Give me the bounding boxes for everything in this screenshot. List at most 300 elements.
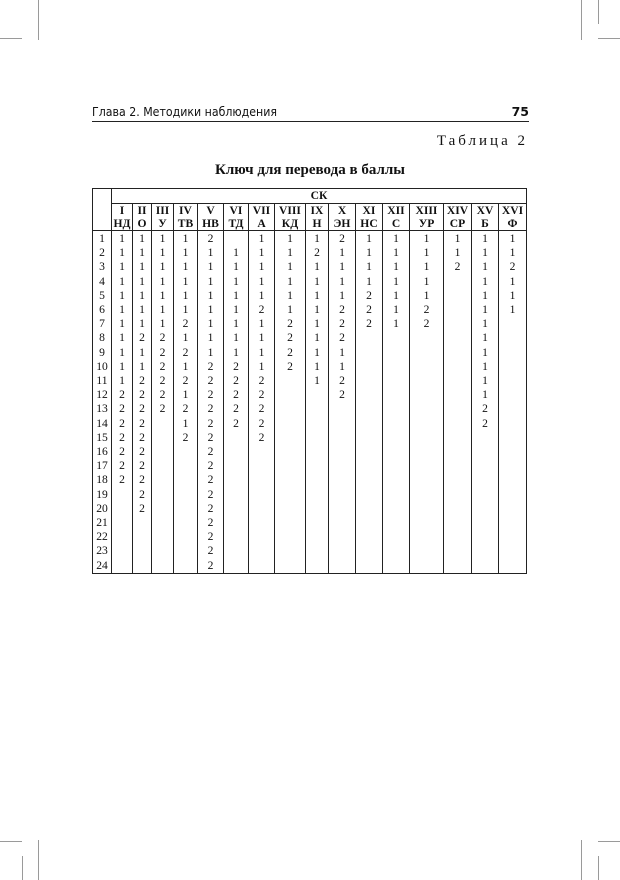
- score-value: [329, 445, 355, 459]
- column-abbreviation: ТД: [228, 217, 244, 230]
- crop-mark: [598, 856, 599, 880]
- score-value: [356, 331, 382, 345]
- score-value: 1: [182, 288, 189, 302]
- score-value: [444, 303, 471, 317]
- score-value: [306, 559, 328, 573]
- score-value: [275, 544, 305, 558]
- score-value: [383, 459, 409, 473]
- score-value: 1: [482, 345, 488, 359]
- crop-mark: [598, 38, 620, 39]
- score-value: 1: [119, 288, 125, 302]
- score-value: [275, 388, 305, 402]
- score-value: 1: [139, 232, 145, 245]
- score-value: [356, 559, 382, 573]
- score-value: [472, 488, 498, 502]
- score-value: [444, 402, 471, 416]
- column-number: XVI: [501, 204, 524, 217]
- score-value: 1: [287, 232, 293, 245]
- score-value: [383, 374, 409, 388]
- score-value: 2: [314, 246, 320, 260]
- score-value: [306, 544, 328, 558]
- score-value: 1: [287, 274, 293, 288]
- score-value: [356, 459, 382, 473]
- score-value: 1: [423, 232, 430, 245]
- score-column: [444, 231, 472, 574]
- score-value: 2: [339, 331, 345, 345]
- score-value: [383, 530, 409, 544]
- score-value: [152, 431, 173, 445]
- score-value: [383, 388, 409, 402]
- score-value: 2: [159, 402, 166, 416]
- score-value: [174, 445, 197, 459]
- score-value: 2: [139, 331, 145, 345]
- score-value: 2: [119, 459, 125, 473]
- column-number: VI: [229, 204, 243, 217]
- score-value: 2: [159, 359, 166, 373]
- score-value: [152, 459, 173, 473]
- score-value: 1: [139, 260, 145, 274]
- column-header: [224, 204, 249, 231]
- score-value: 1: [119, 374, 125, 388]
- column-header-row: [93, 204, 527, 231]
- score-value: [410, 530, 443, 544]
- score-value: [112, 516, 132, 530]
- score-value: 1: [314, 260, 320, 274]
- score-value: [410, 331, 443, 345]
- score-value: [410, 559, 443, 573]
- crop-mark: [38, 840, 39, 880]
- column-header: [306, 204, 329, 231]
- score-value: 1: [258, 317, 265, 331]
- score-value: [306, 388, 328, 402]
- score-column: [112, 231, 133, 574]
- score-value: 2: [139, 487, 145, 501]
- score-value: 2: [233, 359, 239, 373]
- score-value: [152, 502, 173, 516]
- score-value: [499, 559, 526, 573]
- score-value: [444, 516, 471, 530]
- column-number: X: [337, 204, 347, 217]
- score-value: 2: [339, 232, 345, 245]
- score-value: 1: [314, 331, 320, 345]
- score-value: 1: [287, 288, 293, 302]
- score-value: 1: [139, 345, 145, 359]
- score-value: [306, 488, 328, 502]
- score-value: 1: [207, 288, 214, 302]
- score-value: [329, 473, 355, 487]
- score-value: 2: [139, 374, 145, 388]
- score-value: [499, 431, 526, 445]
- score-value: 2: [139, 430, 145, 444]
- crop-mark: [22, 856, 23, 880]
- score-value: 2: [159, 345, 166, 359]
- score-value: [275, 402, 305, 416]
- column-header: [152, 204, 174, 231]
- score-value: [410, 402, 443, 416]
- table-body-row: [93, 231, 527, 574]
- column-header: [249, 204, 275, 231]
- score-value: [472, 559, 498, 573]
- score-key-table: [92, 188, 527, 574]
- column-header: [329, 204, 356, 231]
- crop-mark: [38, 0, 39, 40]
- column-header: [472, 204, 499, 231]
- column-abbreviation: НС: [360, 217, 378, 230]
- score-value: 1: [139, 317, 145, 331]
- score-value: [383, 331, 409, 345]
- score-value: [174, 516, 197, 530]
- score-value: 1: [287, 260, 293, 274]
- crop-mark: [581, 840, 582, 880]
- scale-group-header: СК: [112, 189, 527, 204]
- score-value: 1: [423, 246, 430, 260]
- score-value: 1: [339, 260, 345, 274]
- score-value: [444, 544, 471, 558]
- score-value: 2: [339, 388, 345, 402]
- score-value: 2: [139, 416, 145, 430]
- column-number: IX: [310, 204, 324, 217]
- score-value: 1: [119, 260, 125, 274]
- score-value: [499, 317, 526, 331]
- score-value: [224, 559, 248, 573]
- score-value: 2: [366, 288, 372, 302]
- score-value: 1: [139, 359, 145, 373]
- row-number: 4: [99, 274, 105, 288]
- score-value: 1: [287, 303, 293, 317]
- score-value: 1: [233, 331, 239, 345]
- score-value: [499, 402, 526, 416]
- score-value: [306, 445, 328, 459]
- score-value: 1: [482, 359, 488, 373]
- score-value: 1: [423, 260, 430, 274]
- score-value: [444, 431, 471, 445]
- column-abbreviation: УР: [418, 217, 435, 230]
- score-value: 1: [509, 274, 516, 288]
- score-value: 1: [119, 303, 125, 317]
- score-value: 2: [233, 374, 239, 388]
- score-value: [410, 374, 443, 388]
- score-value: [444, 559, 471, 573]
- score-value: 2: [139, 473, 145, 487]
- score-value: 1: [139, 246, 145, 260]
- score-value: [410, 346, 443, 360]
- score-value: [410, 488, 443, 502]
- score-value: 2: [207, 430, 214, 444]
- score-column: [152, 231, 174, 574]
- score-value: 1: [182, 232, 189, 245]
- score-value: 2: [139, 445, 145, 459]
- score-value: [410, 544, 443, 558]
- score-value: [383, 473, 409, 487]
- column-header: [383, 204, 410, 231]
- score-value: [152, 516, 173, 530]
- column-abbreviation: У: [158, 217, 167, 230]
- score-value: 2: [258, 416, 265, 430]
- score-value: [249, 530, 274, 544]
- score-value: [133, 530, 151, 544]
- score-value: [275, 445, 305, 459]
- score-value: [499, 502, 526, 516]
- score-value: 1: [423, 288, 430, 302]
- column-number: V: [206, 204, 215, 217]
- row-number-column: [93, 231, 112, 574]
- score-value: 1: [159, 260, 166, 274]
- score-value: [112, 530, 132, 544]
- score-value: [383, 346, 409, 360]
- score-value: [306, 473, 328, 487]
- score-value: [275, 431, 305, 445]
- score-value: [329, 488, 355, 502]
- score-value: 1: [182, 260, 189, 274]
- header-divider: [92, 121, 529, 122]
- score-column: [133, 231, 152, 574]
- score-value: 1: [258, 288, 265, 302]
- score-value: 1: [482, 246, 488, 260]
- row-number: 23: [96, 544, 108, 558]
- score-value: 1: [258, 246, 265, 260]
- score-value: [356, 502, 382, 516]
- score-value: 1: [482, 288, 488, 302]
- column-abbreviation: О: [137, 217, 147, 230]
- score-value: 2: [287, 331, 293, 345]
- score-value: 1: [314, 317, 320, 331]
- score-value: [152, 488, 173, 502]
- score-value: [356, 445, 382, 459]
- score-column: [410, 231, 444, 574]
- score-value: [224, 502, 248, 516]
- score-value: 2: [207, 487, 214, 501]
- score-value: [356, 516, 382, 530]
- row-number: 10: [96, 359, 108, 373]
- score-value: [112, 502, 132, 516]
- score-value: [329, 417, 355, 431]
- score-value: [275, 459, 305, 473]
- crop-mark: [581, 0, 582, 40]
- score-value: 2: [119, 388, 125, 402]
- score-value: [499, 530, 526, 544]
- score-value: [112, 488, 132, 502]
- score-value: [472, 431, 498, 445]
- score-value: 2: [366, 303, 372, 317]
- score-value: 2: [233, 388, 239, 402]
- score-column: [472, 231, 499, 574]
- score-value: [499, 459, 526, 473]
- score-value: [329, 544, 355, 558]
- score-value: 1: [258, 232, 265, 245]
- column-number: XIII: [415, 204, 438, 217]
- column-number: IV: [179, 204, 192, 217]
- table-title: Ключ для перевода в баллы: [215, 162, 405, 178]
- score-value: [174, 473, 197, 487]
- score-value: 1: [159, 246, 166, 260]
- score-value: 1: [393, 246, 399, 260]
- score-value: 2: [258, 303, 265, 317]
- score-value: 1: [182, 331, 189, 345]
- score-value: 1: [233, 303, 239, 317]
- score-value: 1: [482, 232, 488, 245]
- score-value: 1: [314, 274, 320, 288]
- score-value: [472, 445, 498, 459]
- score-value: 1: [393, 317, 399, 331]
- score-value: 1: [233, 345, 239, 359]
- score-value: [356, 544, 382, 558]
- row-number: 14: [96, 416, 108, 430]
- score-value: [383, 445, 409, 459]
- score-value: [499, 544, 526, 558]
- score-value: [306, 459, 328, 473]
- score-value: [329, 559, 355, 573]
- score-value: [499, 516, 526, 530]
- score-value: 1: [393, 303, 399, 317]
- column-header: [275, 204, 306, 231]
- score-value: 1: [159, 288, 166, 302]
- score-value: [306, 431, 328, 445]
- score-value: 2: [482, 416, 488, 430]
- crop-mark: [0, 841, 22, 842]
- column-abbreviation: ЭН: [333, 217, 351, 230]
- score-value: 1: [482, 274, 488, 288]
- score-value: [444, 445, 471, 459]
- score-value: 1: [119, 274, 125, 288]
- score-value: [499, 488, 526, 502]
- score-value: [444, 346, 471, 360]
- score-value: [174, 502, 197, 516]
- score-value: [444, 530, 471, 544]
- score-value: [306, 516, 328, 530]
- score-value: 1: [207, 274, 214, 288]
- score-value: 1: [509, 288, 516, 302]
- score-value: 1: [233, 274, 239, 288]
- score-value: [444, 388, 471, 402]
- score-value: 1: [182, 303, 189, 317]
- score-value: 1: [393, 260, 399, 274]
- score-value: [410, 459, 443, 473]
- score-value: [499, 346, 526, 360]
- score-value: [174, 488, 197, 502]
- score-value: 1: [314, 288, 320, 302]
- score-value: 2: [182, 317, 189, 331]
- score-value: [329, 502, 355, 516]
- score-value: [410, 431, 443, 445]
- column-abbreviation: НВ: [202, 217, 219, 230]
- score-value: [174, 544, 197, 558]
- row-number: 3: [99, 260, 105, 274]
- score-value: [329, 402, 355, 416]
- score-value: [356, 417, 382, 431]
- score-value: 1: [314, 232, 320, 245]
- score-value: 2: [139, 388, 145, 402]
- score-value: [224, 530, 248, 544]
- page-number: 75: [511, 104, 529, 119]
- score-column: [306, 231, 329, 574]
- score-value: [224, 459, 248, 473]
- score-value: [249, 516, 274, 530]
- column-abbreviation: Б: [481, 217, 489, 230]
- column-abbreviation: А: [257, 217, 266, 230]
- score-value: [472, 473, 498, 487]
- row-number: 8: [99, 331, 105, 345]
- score-value: [410, 516, 443, 530]
- score-value: [249, 473, 274, 487]
- score-column: [174, 231, 198, 574]
- score-value: [444, 360, 471, 374]
- score-value: [306, 502, 328, 516]
- score-value: 2: [366, 317, 372, 331]
- score-value: [356, 530, 382, 544]
- score-value: [275, 374, 305, 388]
- score-value: [152, 473, 173, 487]
- score-value: 2: [454, 260, 461, 274]
- column-abbreviation: Н: [312, 217, 322, 230]
- score-value: 1: [454, 232, 461, 245]
- score-value: 1: [119, 317, 125, 331]
- score-value: 2: [207, 402, 214, 416]
- score-value: [410, 417, 443, 431]
- row-number: 11: [96, 374, 108, 388]
- score-value: 2: [258, 402, 265, 416]
- score-value: [249, 502, 274, 516]
- score-column: [224, 231, 249, 574]
- score-value: 1: [207, 331, 214, 345]
- score-value: 1: [482, 374, 488, 388]
- score-value: [275, 502, 305, 516]
- score-value: [499, 331, 526, 345]
- score-value: [174, 459, 197, 473]
- column-abbreviation: ТВ: [177, 217, 194, 230]
- score-value: 1: [159, 303, 166, 317]
- score-value: [472, 530, 498, 544]
- score-value: 1: [182, 246, 189, 260]
- score-value: [499, 473, 526, 487]
- score-column: [198, 231, 224, 574]
- score-value: 2: [207, 558, 214, 572]
- score-value: 1: [258, 260, 265, 274]
- score-value: 2: [159, 374, 166, 388]
- score-value: [275, 530, 305, 544]
- score-value: [275, 488, 305, 502]
- row-index-header: [93, 189, 112, 231]
- score-value: 2: [258, 388, 265, 402]
- score-value: [499, 374, 526, 388]
- score-value: 1: [366, 260, 372, 274]
- score-value: [444, 459, 471, 473]
- score-value: 1: [119, 232, 125, 245]
- score-value: 1: [393, 288, 399, 302]
- score-value: 1: [482, 317, 488, 331]
- score-value: 1: [509, 232, 516, 245]
- score-value: 2: [119, 473, 125, 487]
- score-value: 1: [182, 416, 189, 430]
- score-value: [410, 473, 443, 487]
- score-value: [356, 473, 382, 487]
- score-value: [410, 502, 443, 516]
- score-value: [174, 530, 197, 544]
- score-value: [152, 559, 173, 573]
- column-abbreviation: КД: [281, 217, 299, 230]
- score-value: [383, 488, 409, 502]
- score-value: 2: [287, 359, 293, 373]
- score-value: 2: [207, 359, 214, 373]
- score-value: [306, 417, 328, 431]
- column-header: [356, 204, 383, 231]
- score-value: [329, 431, 355, 445]
- score-value: 1: [366, 246, 372, 260]
- score-value: 2: [258, 430, 265, 444]
- score-value: [224, 431, 248, 445]
- score-value: 1: [482, 303, 488, 317]
- score-value: 1: [314, 303, 320, 317]
- column-number: XV: [476, 204, 494, 217]
